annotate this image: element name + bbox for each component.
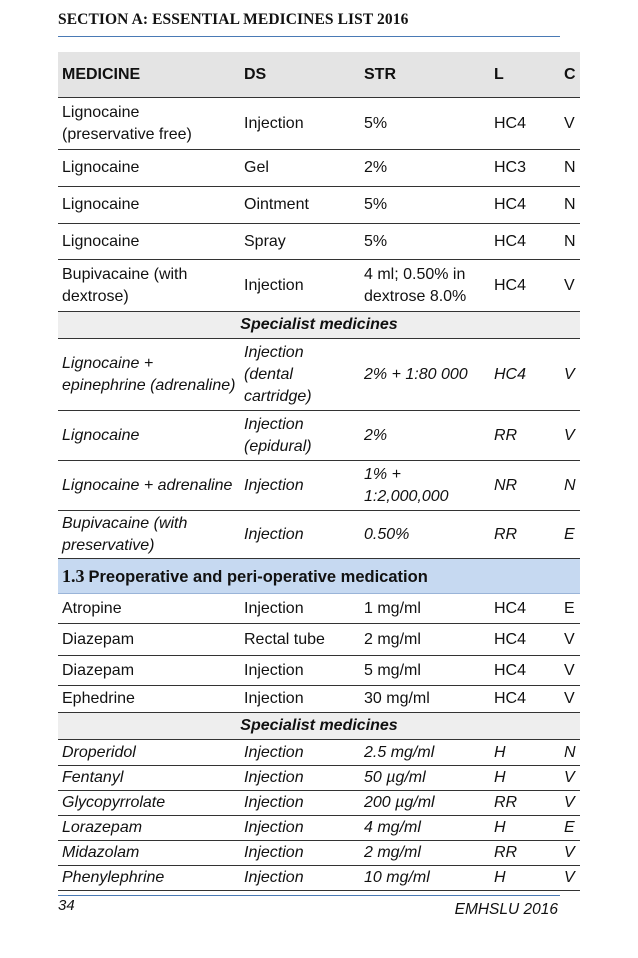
cell-medicine: Bupivacaine (with preservative) [58,511,240,559]
cell-medicine: Glycopyrrolate [58,791,240,816]
cell-c: N [560,224,580,260]
cell-ds: Injection [240,461,360,511]
specialist-medicines-row [58,312,580,339]
cell-l: H [490,816,560,841]
cell-medicine: Lignocaine + adrenaline [58,461,240,511]
header-divider [58,36,560,37]
cell-medicine: Phenylephrine [58,866,240,891]
cell-str: 5 mg/ml [360,656,490,686]
cell-ds: Ointment [240,187,360,224]
table-row [58,866,580,891]
cell-ds: Rectal tube [240,624,360,656]
cell-c: N [560,187,580,224]
cell-c: V [560,260,580,312]
cell-l: HC4 [490,98,560,150]
cell-l: H [490,740,560,766]
cell-medicine: Lignocaine + epinephrine (adrenaline) [58,339,240,411]
table-row [58,791,580,816]
table-row [58,740,580,766]
table-row [58,511,580,559]
cell-ds: Injection [240,260,360,312]
cell-ds: Injection [240,98,360,150]
column-header-c: C [560,52,580,98]
table-row [58,656,580,686]
cell-l: HC4 [490,339,560,411]
cell-l: HC4 [490,656,560,686]
table-row [58,98,580,150]
cell-c: V [560,411,580,461]
cell-c: N [560,150,580,187]
cell-ds: Injection [240,841,360,866]
cell-str: 1 mg/ml [360,594,490,624]
cell-ds: Injection [240,511,360,559]
specialist-medicines-label: Specialist medicines [58,312,580,339]
cell-c: V [560,624,580,656]
cell-str: 30 mg/ml [360,686,490,713]
table-row [58,339,580,411]
cell-l: H [490,766,560,791]
cell-c: V [560,686,580,713]
cell-ds: Gel [240,150,360,187]
cell-medicine: Lignocaine (preservative free) [58,98,240,150]
page-header-title: SECTION A: ESSENTIAL MEDICINES LIST 2016 [58,11,409,28]
specialist-medicines-row [58,713,580,740]
cell-c: V [560,866,580,891]
cell-ds: Injection [240,766,360,791]
table-row [58,411,580,461]
cell-medicine: Fentanyl [58,766,240,791]
cell-c: V [560,98,580,150]
cell-str: 5% [360,224,490,260]
cell-str: 4 ml; 0.50% in dextrose 8.0% [360,260,490,312]
column-header-l: L [490,52,560,98]
cell-medicine: Diazepam [58,656,240,686]
cell-str: 5% [360,98,490,150]
column-header-ds: DS [240,52,360,98]
cell-str: 0.50% [360,511,490,559]
cell-medicine: Diazepam [58,624,240,656]
cell-c: V [560,766,580,791]
cell-c: E [560,511,580,559]
cell-c: V [560,339,580,411]
table-row [58,260,580,312]
table-row [58,594,580,624]
cell-l: HC4 [490,224,560,260]
cell-ds: Spray [240,224,360,260]
footer-organization: EMHSLU 2016 [454,901,558,918]
cell-ds: Injection [240,686,360,713]
cell-medicine: Ephedrine [58,686,240,713]
cell-ds: Injection [240,816,360,841]
table-row [58,224,580,260]
cell-str: 2.5 mg/ml [360,740,490,766]
cell-medicine: Droperidol [58,740,240,766]
section-number: 1.3 [62,565,85,586]
cell-l: RR [490,511,560,559]
cell-c: V [560,791,580,816]
section-heading-row [58,559,580,594]
cell-str: 2% [360,411,490,461]
table-row [58,841,580,866]
table-row [58,686,580,713]
cell-str: 5% [360,187,490,224]
cell-str: 2% [360,150,490,187]
cell-l: HC4 [490,260,560,312]
cell-str: 200 µg/ml [360,791,490,816]
footer-divider [58,895,560,896]
cell-str: 2% + 1:80 000 [360,339,490,411]
cell-str: 1% + 1:2,000,000 [360,461,490,511]
cell-l: H [490,866,560,891]
cell-str: 10 mg/ml [360,866,490,891]
cell-medicine: Atropine [58,594,240,624]
cell-ds: Injection [240,791,360,816]
cell-ds: Injection (dental cartridge) [240,339,360,411]
cell-c: E [560,816,580,841]
cell-medicine: Lorazepam [58,816,240,841]
cell-c: N [560,461,580,511]
cell-medicine: Bupivacaine (with dextrose) [58,260,240,312]
table-row [58,187,580,224]
cell-ds: Injection [240,866,360,891]
cell-l: NR [490,461,560,511]
column-header-str: STR [360,52,490,98]
medicines-table [58,52,580,891]
table-header-row [58,52,580,98]
cell-c: V [560,841,580,866]
cell-str: 2 mg/ml [360,624,490,656]
section-heading [58,559,580,594]
specialist-medicines-label: Specialist medicines [58,713,580,740]
page-number: 34 [58,897,75,914]
table-row [58,624,580,656]
cell-l: HC3 [490,150,560,187]
cell-medicine: Lignocaine [58,411,240,461]
table-row [58,461,580,511]
cell-ds: Injection [240,656,360,686]
cell-c: V [560,656,580,686]
cell-l: RR [490,791,560,816]
cell-medicine: Midazolam [58,841,240,866]
table-row [58,816,580,841]
cell-l: HC4 [490,686,560,713]
cell-str: 2 mg/ml [360,841,490,866]
cell-l: RR [490,841,560,866]
cell-l: HC4 [490,187,560,224]
cell-ds: Injection [240,594,360,624]
cell-l: RR [490,411,560,461]
table-row [58,766,580,791]
table-row [58,150,580,187]
cell-c: N [560,740,580,766]
cell-ds: Injection [240,740,360,766]
cell-str: 4 mg/ml [360,816,490,841]
section-title: Preoperative and peri-operative medication [88,567,428,586]
cell-str: 50 µg/ml [360,766,490,791]
cell-medicine: Lignocaine [58,224,240,260]
cell-c: E [560,594,580,624]
column-header-medicine: MEDICINE [58,52,240,98]
cell-l: HC4 [490,624,560,656]
cell-medicine: Lignocaine [58,150,240,187]
cell-ds: Injection (epidural) [240,411,360,461]
cell-medicine: Lignocaine [58,187,240,224]
cell-l: HC4 [490,594,560,624]
